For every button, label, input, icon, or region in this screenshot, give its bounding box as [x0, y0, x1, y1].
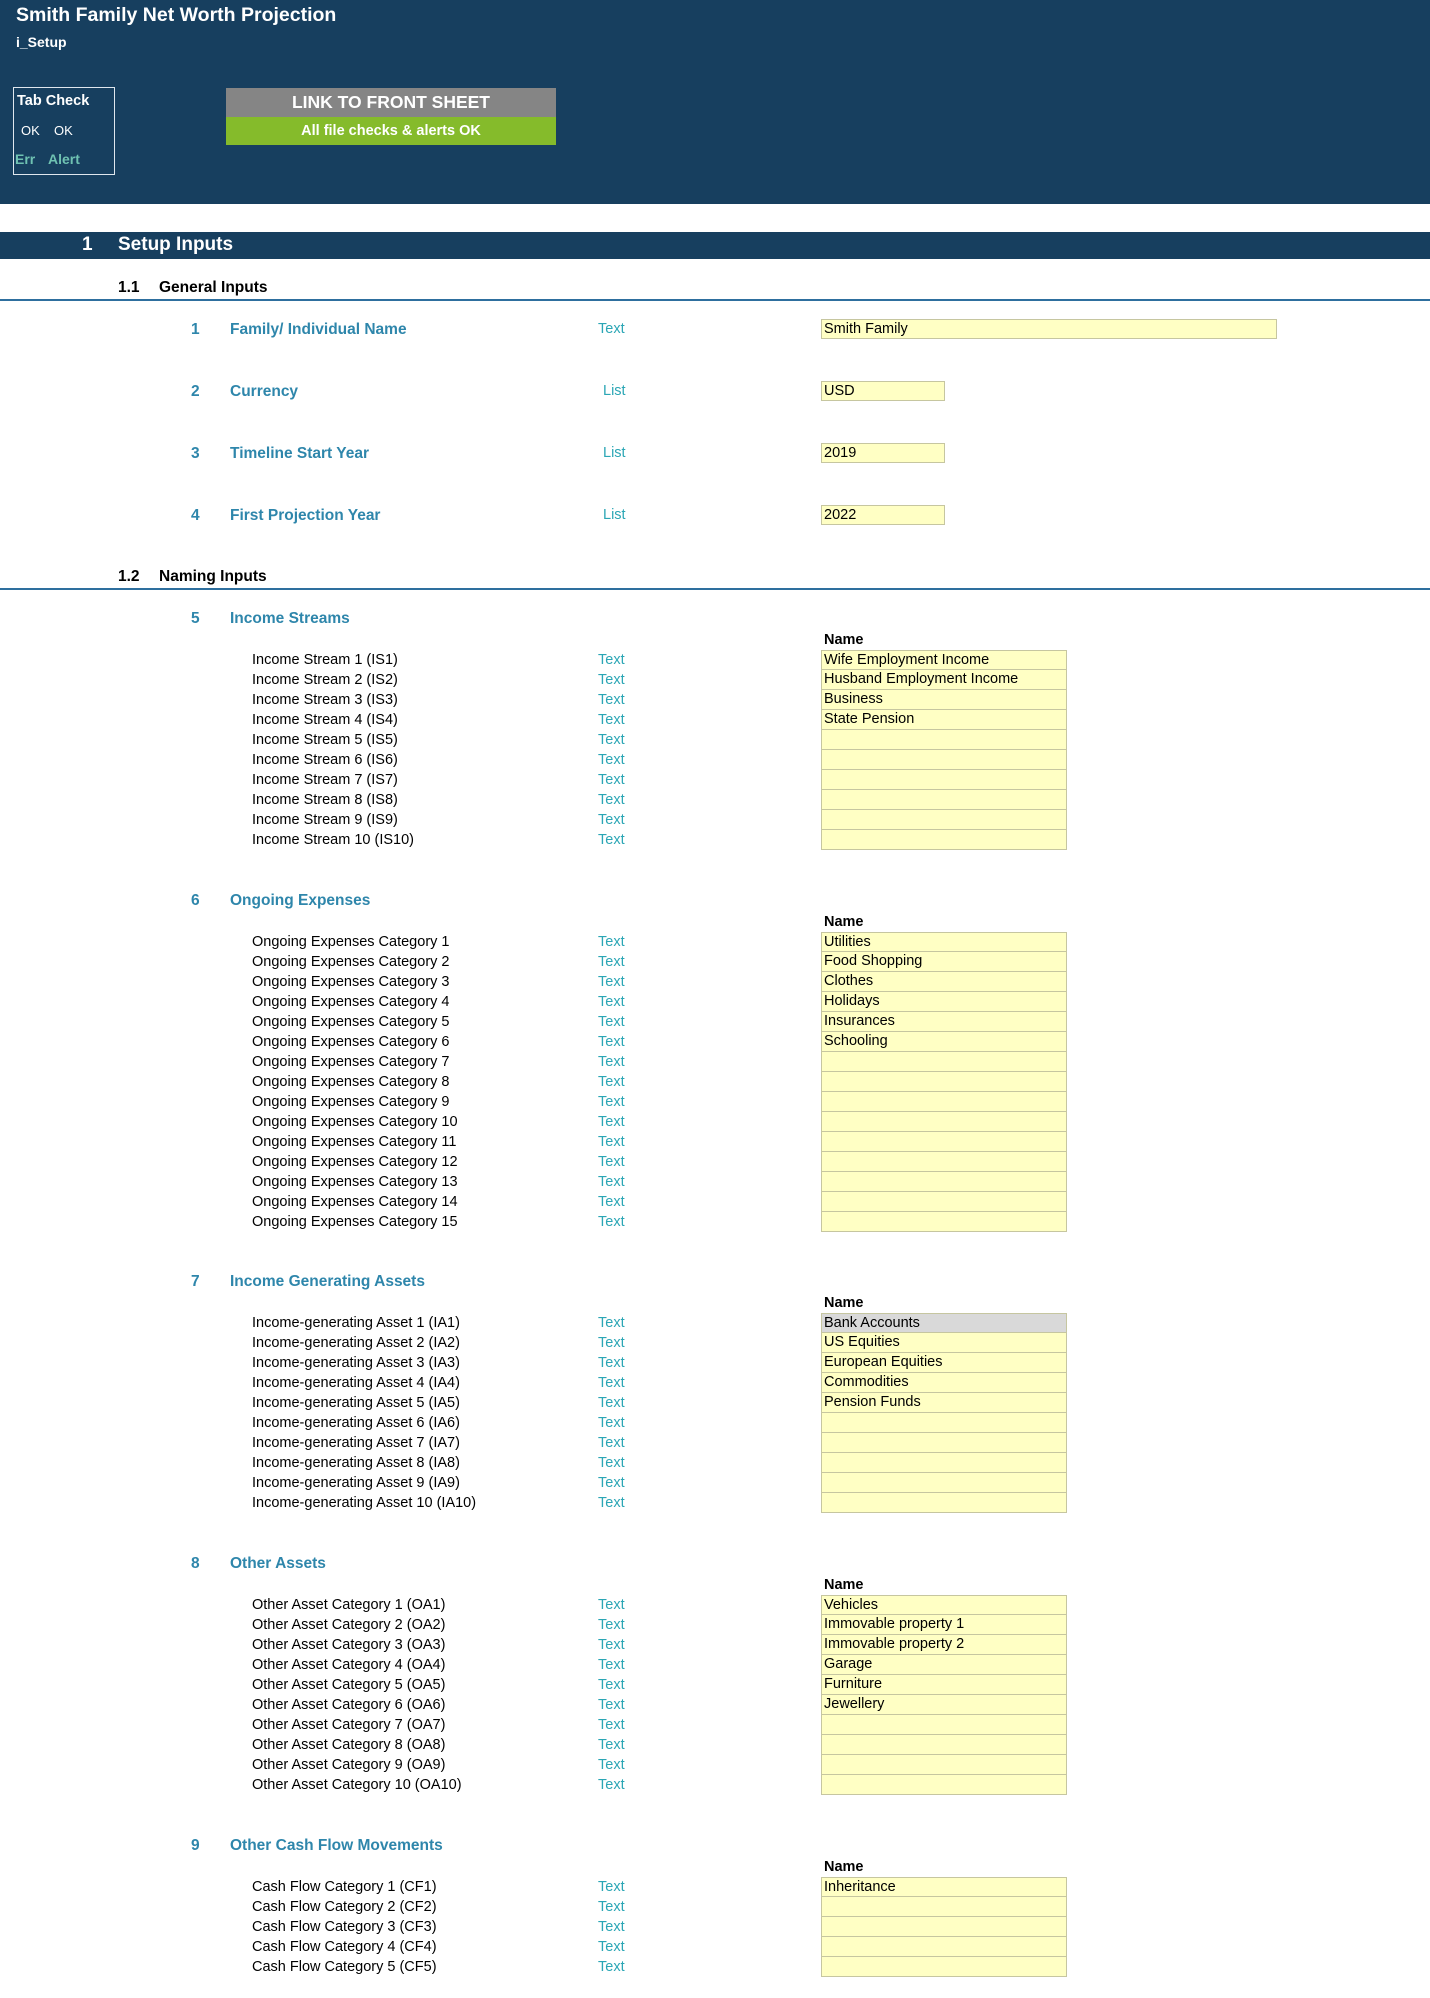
row-type: Text	[598, 1154, 625, 1170]
row-type: Text	[598, 692, 625, 708]
row-label: Ongoing Expenses Category 12	[252, 1154, 458, 1170]
row-type: Text	[598, 1495, 625, 1511]
subsection-number: 1.1	[118, 279, 140, 296]
name-input-cell[interactable]	[821, 1413, 1067, 1433]
name-input-cell[interactable]	[821, 1473, 1067, 1493]
name-input-cell[interactable]	[821, 1715, 1067, 1735]
row-label: Income Stream 3 (IS3)	[252, 692, 398, 708]
name-input-cell[interactable]	[821, 1192, 1067, 1212]
group-title: Other Cash Flow Movements	[230, 1837, 443, 1854]
row-label: Income-generating Asset 7 (IA7)	[252, 1435, 460, 1451]
name-input-cell[interactable]: US Equities	[821, 1333, 1067, 1353]
row-label: Ongoing Expenses Category 5	[252, 1014, 450, 1030]
subsection-general-inputs	[0, 279, 1430, 301]
name-input-cell[interactable]	[821, 1433, 1067, 1453]
name-input-cell[interactable]	[821, 1052, 1067, 1072]
input-type: List	[603, 445, 626, 461]
row-type: Text	[598, 1597, 625, 1613]
row-label: Income Stream 2 (IS2)	[252, 672, 398, 688]
name-input-cell[interactable]: Holidays	[821, 992, 1067, 1012]
input-number: 2	[191, 383, 200, 400]
name-input-cell[interactable]: Insurances	[821, 1012, 1067, 1032]
row-type: Text	[598, 1939, 625, 1955]
row-type: Text	[598, 1114, 625, 1130]
name-input-cell[interactable]	[821, 790, 1067, 810]
row-label: Cash Flow Category 3 (CF3)	[252, 1919, 437, 1935]
input-label-family-name: Family/ Individual Name	[230, 321, 407, 338]
name-column-header: Name	[824, 914, 864, 930]
name-column-header: Name	[824, 1859, 864, 1875]
subsection-title: Naming Inputs	[159, 568, 267, 585]
row-type: Text	[598, 1194, 625, 1210]
input-type: Text	[598, 321, 625, 337]
row-label: Income-generating Asset 10 (IA10)	[252, 1495, 477, 1511]
name-input-cell[interactable]	[821, 770, 1067, 790]
input-label-currency: Currency	[230, 383, 299, 400]
name-input-cell[interactable]	[821, 1775, 1067, 1795]
row-label: Income Stream 9 (IS9)	[252, 812, 398, 828]
row-label: Other Asset Category 8 (OA8)	[252, 1737, 446, 1753]
row-type: Text	[598, 1717, 625, 1733]
group-title: Other Assets	[230, 1555, 326, 1572]
row-label: Other Asset Category 6 (OA6)	[252, 1697, 446, 1713]
header-banner	[0, 0, 1430, 204]
row-type: Text	[598, 1435, 625, 1451]
row-label: Income-generating Asset 5 (IA5)	[252, 1395, 460, 1411]
tab-check-panel	[13, 87, 115, 175]
row-type: Text	[598, 974, 625, 990]
name-input-cell[interactable]	[821, 1112, 1067, 1132]
group-title: Ongoing Expenses	[230, 892, 371, 909]
row-type: Text	[598, 1415, 625, 1431]
group-title: Income Generating Assets	[230, 1273, 425, 1290]
name-input-cell[interactable]: Garage	[821, 1655, 1067, 1675]
row-type: Text	[598, 1094, 625, 1110]
row-label: Other Asset Category 1 (OA1)	[252, 1597, 446, 1613]
row-type: Text	[598, 994, 625, 1010]
row-label: Other Asset Category 7 (OA7)	[252, 1717, 446, 1733]
row-label: Income Stream 4 (IS4)	[252, 712, 398, 728]
name-input-cell[interactable]: Furniture	[821, 1675, 1067, 1695]
row-type: Text	[598, 1475, 625, 1491]
row-label: Other Asset Category 9 (OA9)	[252, 1757, 446, 1773]
row-type: Text	[598, 1677, 625, 1693]
name-input-cell[interactable]: Vehicles	[821, 1595, 1067, 1615]
name-input-cell[interactable]	[821, 1755, 1067, 1775]
name-input-cell[interactable]	[821, 1072, 1067, 1092]
row-type: Text	[598, 672, 625, 688]
name-input-cell: Bank Accounts	[821, 1313, 1067, 1333]
row-type: Text	[598, 1777, 625, 1793]
name-input-cell[interactable]: Clothes	[821, 972, 1067, 992]
section-title: Setup Inputs	[118, 234, 234, 255]
row-label: Income Stream 5 (IS5)	[252, 732, 398, 748]
row-label: Cash Flow Category 2 (CF2)	[252, 1899, 437, 1915]
name-input-cell[interactable]: State Pension	[821, 710, 1067, 730]
name-column-header: Name	[824, 1577, 864, 1593]
name-input-cell[interactable]	[821, 750, 1067, 770]
name-input-cell[interactable]	[821, 1172, 1067, 1192]
input-number: 4	[191, 507, 200, 524]
name-input-cell[interactable]: Jewellery	[821, 1695, 1067, 1715]
row-label: Other Asset Category 10 (OA10)	[252, 1777, 462, 1793]
row-label: Ongoing Expenses Category 15	[252, 1214, 458, 1230]
row-label: Other Asset Category 5 (OA5)	[252, 1677, 446, 1693]
input-number: 1	[191, 321, 200, 338]
row-label: Other Asset Category 4 (OA4)	[252, 1657, 446, 1673]
name-input-cell[interactable]	[821, 1493, 1067, 1513]
row-type: Text	[598, 1034, 625, 1050]
row-type: Text	[598, 1959, 625, 1975]
row-label: Ongoing Expenses Category 14	[252, 1194, 458, 1210]
row-type: Text	[598, 1134, 625, 1150]
name-input-cell[interactable]	[821, 1917, 1067, 1937]
row-type: Text	[598, 1617, 625, 1633]
row-type: Text	[598, 1054, 625, 1070]
subsection-title: General Inputs	[159, 279, 268, 296]
name-input-cell[interactable]	[821, 1937, 1067, 1957]
group-number: 8	[191, 1555, 200, 1572]
row-label: Income-generating Asset 3 (IA3)	[252, 1355, 460, 1371]
name-input-cell[interactable]	[821, 1152, 1067, 1172]
name-input-cell[interactable]: European Equities	[821, 1353, 1067, 1373]
file-checks-status: All file checks & alerts OK	[226, 117, 556, 145]
row-label: Income Stream 7 (IS7)	[252, 772, 398, 788]
row-type: Text	[598, 1697, 625, 1713]
tab-check-ok-1: OK	[21, 123, 40, 138]
row-type: Text	[598, 1657, 625, 1673]
row-type: Text	[598, 1335, 625, 1351]
timeline-start-year-select[interactable]: 2019	[821, 443, 945, 463]
row-label: Ongoing Expenses Category 1	[252, 934, 450, 950]
name-input-cell[interactable]	[821, 1453, 1067, 1473]
name-input-cell[interactable]: Immovable property 2	[821, 1635, 1067, 1655]
name-column-header: Name	[824, 1295, 864, 1311]
row-type: Text	[598, 812, 625, 828]
row-label: Income Stream 8 (IS8)	[252, 792, 398, 808]
row-type: Text	[598, 792, 625, 808]
name-input-cell[interactable]	[821, 830, 1067, 850]
sheet-name: i_Setup	[16, 34, 67, 50]
input-type: List	[603, 507, 626, 523]
row-label: Ongoing Expenses Category 7	[252, 1054, 450, 1070]
row-label: Income-generating Asset 6 (IA6)	[252, 1415, 460, 1431]
row-label: Ongoing Expenses Category 3	[252, 974, 450, 990]
name-input-cell[interactable]	[821, 810, 1067, 830]
row-label: Ongoing Expenses Category 8	[252, 1074, 450, 1090]
subsection-naming-inputs	[0, 568, 1430, 590]
group-number: 6	[191, 892, 200, 909]
row-type: Text	[598, 934, 625, 950]
row-type: Text	[598, 1455, 625, 1471]
row-type: Text	[598, 1737, 625, 1753]
name-input-cell[interactable]	[821, 1132, 1067, 1152]
row-label: Cash Flow Category 5 (CF5)	[252, 1959, 437, 1975]
input-label-timeline-start-year: Timeline Start Year	[230, 445, 370, 462]
row-type: Text	[598, 832, 625, 848]
name-input-cell[interactable]	[821, 1212, 1067, 1232]
family-name-input[interactable]: Smith Family	[821, 319, 1277, 339]
tab-check-alert: Alert	[48, 151, 80, 167]
group-number: 5	[191, 610, 200, 627]
link-to-front-sheet-button[interactable]: LINK TO FRONT SHEET	[226, 88, 556, 117]
row-label: Ongoing Expenses Category 2	[252, 954, 450, 970]
row-type: Text	[598, 1919, 625, 1935]
row-label: Ongoing Expenses Category 4	[252, 994, 450, 1010]
row-type: Text	[598, 1014, 625, 1030]
row-type: Text	[598, 1214, 625, 1230]
row-label: Income Stream 1 (IS1)	[252, 652, 398, 668]
row-label: Income-generating Asset 2 (IA2)	[252, 1335, 460, 1351]
input-number: 3	[191, 445, 200, 462]
row-type: Text	[598, 1637, 625, 1653]
row-label: Income-generating Asset 4 (IA4)	[252, 1375, 460, 1391]
name-input-cell[interactable]	[821, 1735, 1067, 1755]
name-input-cell[interactable]: Commodities	[821, 1373, 1067, 1393]
group-number: 9	[191, 1837, 200, 1854]
group-number: 7	[191, 1273, 200, 1290]
row-type: Text	[598, 1355, 625, 1371]
group-title: Income Streams	[230, 610, 350, 627]
row-label: Ongoing Expenses Category 6	[252, 1034, 450, 1050]
row-label: Income-generating Asset 1 (IA1)	[252, 1315, 460, 1331]
row-label: Ongoing Expenses Category 10	[252, 1114, 458, 1130]
row-label: Ongoing Expenses Category 11	[252, 1134, 457, 1150]
row-type: Text	[598, 1074, 625, 1090]
row-label: Income Stream 10 (IS10)	[252, 832, 414, 848]
currency-select[interactable]: USD	[821, 381, 945, 401]
row-label: Income Stream 6 (IS6)	[252, 752, 398, 768]
row-type: Text	[598, 954, 625, 970]
tab-check-title: Tab Check	[17, 93, 90, 109]
name-input-cell[interactable]	[821, 1092, 1067, 1112]
row-type: Text	[598, 1315, 625, 1331]
tab-check-ok-2: OK	[54, 123, 73, 138]
name-input-cell[interactable]: Pension Funds	[821, 1393, 1067, 1413]
name-input-cell[interactable]: Utilities	[821, 932, 1067, 952]
row-type: Text	[598, 1395, 625, 1411]
row-type: Text	[598, 652, 625, 668]
row-type: Text	[598, 1899, 625, 1915]
input-type: List	[603, 383, 626, 399]
name-input-cell[interactable]: Business	[821, 690, 1067, 710]
name-input-cell[interactable]	[821, 730, 1067, 750]
name-input-cell[interactable]: Wife Employment Income	[821, 650, 1067, 670]
name-input-cell[interactable]	[821, 1897, 1067, 1917]
row-label: Income-generating Asset 9 (IA9)	[252, 1475, 460, 1491]
name-input-cell[interactable]: Schooling	[821, 1032, 1067, 1052]
row-type: Text	[598, 1879, 625, 1895]
row-label: Ongoing Expenses Category 13	[252, 1174, 458, 1190]
row-type: Text	[598, 752, 625, 768]
row-type: Text	[598, 732, 625, 748]
row-label: Income-generating Asset 8 (IA8)	[252, 1455, 460, 1471]
row-type: Text	[598, 1757, 625, 1773]
input-label-first-projection-year: First Projection Year	[230, 507, 381, 524]
name-input-cell[interactable]: Food Shopping	[821, 952, 1067, 972]
section-number: 1	[82, 234, 93, 255]
row-label: Cash Flow Category 4 (CF4)	[252, 1939, 437, 1955]
name-input-cell[interactable]	[821, 1957, 1067, 1977]
row-label: Other Asset Category 2 (OA2)	[252, 1617, 446, 1633]
row-type: Text	[598, 1174, 625, 1190]
row-label: Ongoing Expenses Category 9	[252, 1094, 450, 1110]
workbook-title: Smith Family Net Worth Projection	[16, 4, 337, 26]
name-input-cell[interactable]: Inheritance	[821, 1877, 1067, 1897]
row-label: Other Asset Category 3 (OA3)	[252, 1637, 446, 1653]
row-type: Text	[598, 1375, 625, 1391]
section-header-setup-inputs	[0, 232, 1430, 259]
row-label: Cash Flow Category 1 (CF1)	[252, 1879, 437, 1895]
subsection-number: 1.2	[118, 568, 140, 585]
name-input-cell[interactable]: Husband Employment Income	[821, 670, 1067, 690]
row-type: Text	[598, 772, 625, 788]
name-column-header: Name	[824, 632, 864, 648]
tab-check-err: Err	[15, 151, 36, 167]
row-type: Text	[598, 712, 625, 728]
name-input-cell[interactable]: Immovable property 1	[821, 1615, 1067, 1635]
first-projection-year-select[interactable]: 2022	[821, 505, 945, 525]
